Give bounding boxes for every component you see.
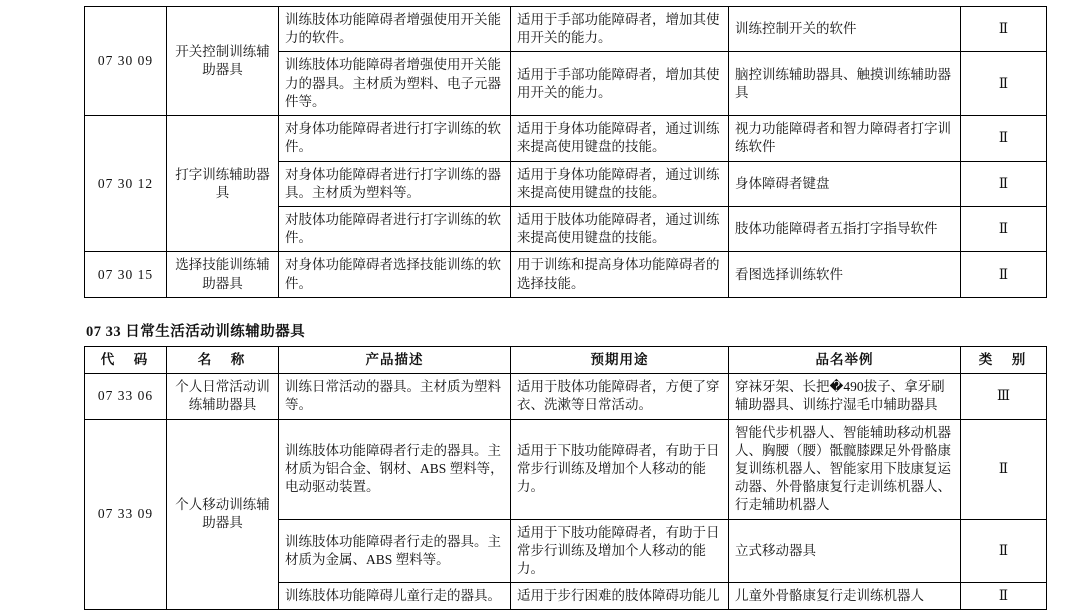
cell-intended-use: 适用于身体功能障碍者，通过训练来提高使用键盘的技能。 [511, 116, 729, 161]
table-row [85, 7, 1047, 52]
cell-name: 个人日常活动训练辅助器具 [167, 374, 279, 419]
cell-example: 立式移动器具 [729, 519, 961, 583]
cell-category: Ⅱ [961, 583, 1047, 610]
cell-example: 训练控制开关的软件 [729, 7, 961, 52]
cell-intended-use: 适用于下肢功能障碍者，有助于日常步行训练及增加个人移动的能力。 [511, 419, 729, 519]
cell-description: 训练肢体功能障碍者行走的器具。主材质为铝合金、钢材、ABS 塑料等，电动驱动装置。 [279, 419, 511, 519]
cell-intended-use: 适用于下肢功能障碍者，有助于日常步行训练及增加个人移动的能力。 [511, 519, 729, 583]
header-code: 代 码 [85, 346, 167, 373]
cell-intended-use: 适用于手部功能障碍者，增加其使用开关的能力。 [511, 52, 729, 116]
cell-name: 选择技能训练辅助器具 [167, 252, 279, 297]
cell-category: Ⅱ [961, 161, 1047, 206]
cell-category: Ⅱ [961, 419, 1047, 519]
cell-example: 智能代步机器人、智能辅助移动机器人、胸腰（腰）骶髋膝踝足外骨骼康复训练机器人、智能家用下肢康复运动器、外骨骼康复行走训练机器人、行走辅助机器人 [729, 419, 961, 519]
cell-category: Ⅱ [961, 116, 1047, 161]
cell-example: 肢体功能障碍者五指打字指导软件 [729, 206, 961, 251]
cell-description: 训练日常活动的器具。主材质为塑料等。 [279, 374, 511, 419]
header-example: 品名举例 [729, 346, 961, 373]
cell-example: 穿袜牙架、长把�490拔子、拿牙刷辅助器具、训练拧湿毛巾辅助器具 [729, 374, 961, 419]
cell-intended-use: 适用于步行困难的肢体障碍功能儿 [511, 583, 729, 610]
cell-code: 07 33 06 [85, 374, 167, 419]
table-row [85, 374, 1047, 419]
cell-category: Ⅱ [961, 252, 1047, 297]
header-category: 类 别 [961, 346, 1047, 373]
cell-code: 07 33 09 [85, 419, 167, 610]
table-training-aids-top [84, 6, 1047, 298]
cell-name: 打字训练辅助器具 [167, 116, 279, 252]
table-row [85, 419, 1047, 519]
cell-category: Ⅱ [961, 206, 1047, 251]
cell-description: 训练肢体功能障碍者增强使用开关能力的软件。 [279, 7, 511, 52]
header-intended-use: 预期用途 [511, 346, 729, 373]
cell-example: 身体障碍者键盘 [729, 161, 961, 206]
cell-intended-use: 适用于身体功能障碍者，通过训练来提高使用键盘的技能。 [511, 161, 729, 206]
table-header-row [85, 346, 1047, 373]
table-daily-living-training-aids [84, 346, 1047, 610]
cell-code: 07 30 09 [85, 7, 167, 116]
cell-description: 训练肢体功能障碍儿童行走的器具。 [279, 583, 511, 610]
header-description: 产品描述 [279, 346, 511, 373]
cell-name: 个人移动训练辅助器具 [167, 419, 279, 610]
cell-name: 开关控制训练辅助器具 [167, 7, 279, 116]
cell-description: 训练肢体功能障碍者增强使用开关能力的器具。主材质为塑料、电子元器件等。 [279, 52, 511, 116]
cell-intended-use: 适用于肢体功能障碍者，通过训练来提高使用键盘的技能。 [511, 206, 729, 251]
cell-example: 看图选择训练软件 [729, 252, 961, 297]
cell-description: 对身体功能障碍者进行打字训练的软件。 [279, 116, 511, 161]
section-heading: 07 33 日常生活活动训练辅助器具 [86, 323, 306, 340]
cell-category: Ⅲ [961, 374, 1047, 419]
cell-category: Ⅱ [961, 7, 1047, 52]
table-row [85, 252, 1047, 297]
cell-code: 07 30 15 [85, 252, 167, 297]
cell-description: 对身体功能障碍者选择技能训练的软件。 [279, 252, 511, 297]
cell-category: Ⅱ [961, 52, 1047, 116]
cell-example: 儿童外骨骼康复行走训练机器人 [729, 583, 961, 610]
cell-intended-use: 适用于手部功能障碍者，增加其使用开关的能力。 [511, 7, 729, 52]
cell-example: 脑控训练辅助器具、触摸训练辅助器具 [729, 52, 961, 116]
header-name: 名 称 [167, 346, 279, 373]
cell-description: 训练肢体功能障碍者行走的器具。主材质为金属、ABS 塑料等。 [279, 519, 511, 583]
cell-category: Ⅱ [961, 519, 1047, 583]
cell-description: 对身体功能障碍者进行打字训练的器具。主材质为塑料等。 [279, 161, 511, 206]
cell-description: 对肢体功能障碍者进行打字训练的软件。 [279, 206, 511, 251]
cell-intended-use: 用于训练和提高身体功能障碍者的选择技能。 [511, 252, 729, 297]
table-row [85, 116, 1047, 161]
cell-intended-use: 适用于肢体功能障碍者，方便了穿衣、洗漱等日常活动。 [511, 374, 729, 419]
cell-code: 07 30 12 [85, 116, 167, 252]
cell-example: 视力功能障碍者和智力障碍者打字训练软件 [729, 116, 961, 161]
